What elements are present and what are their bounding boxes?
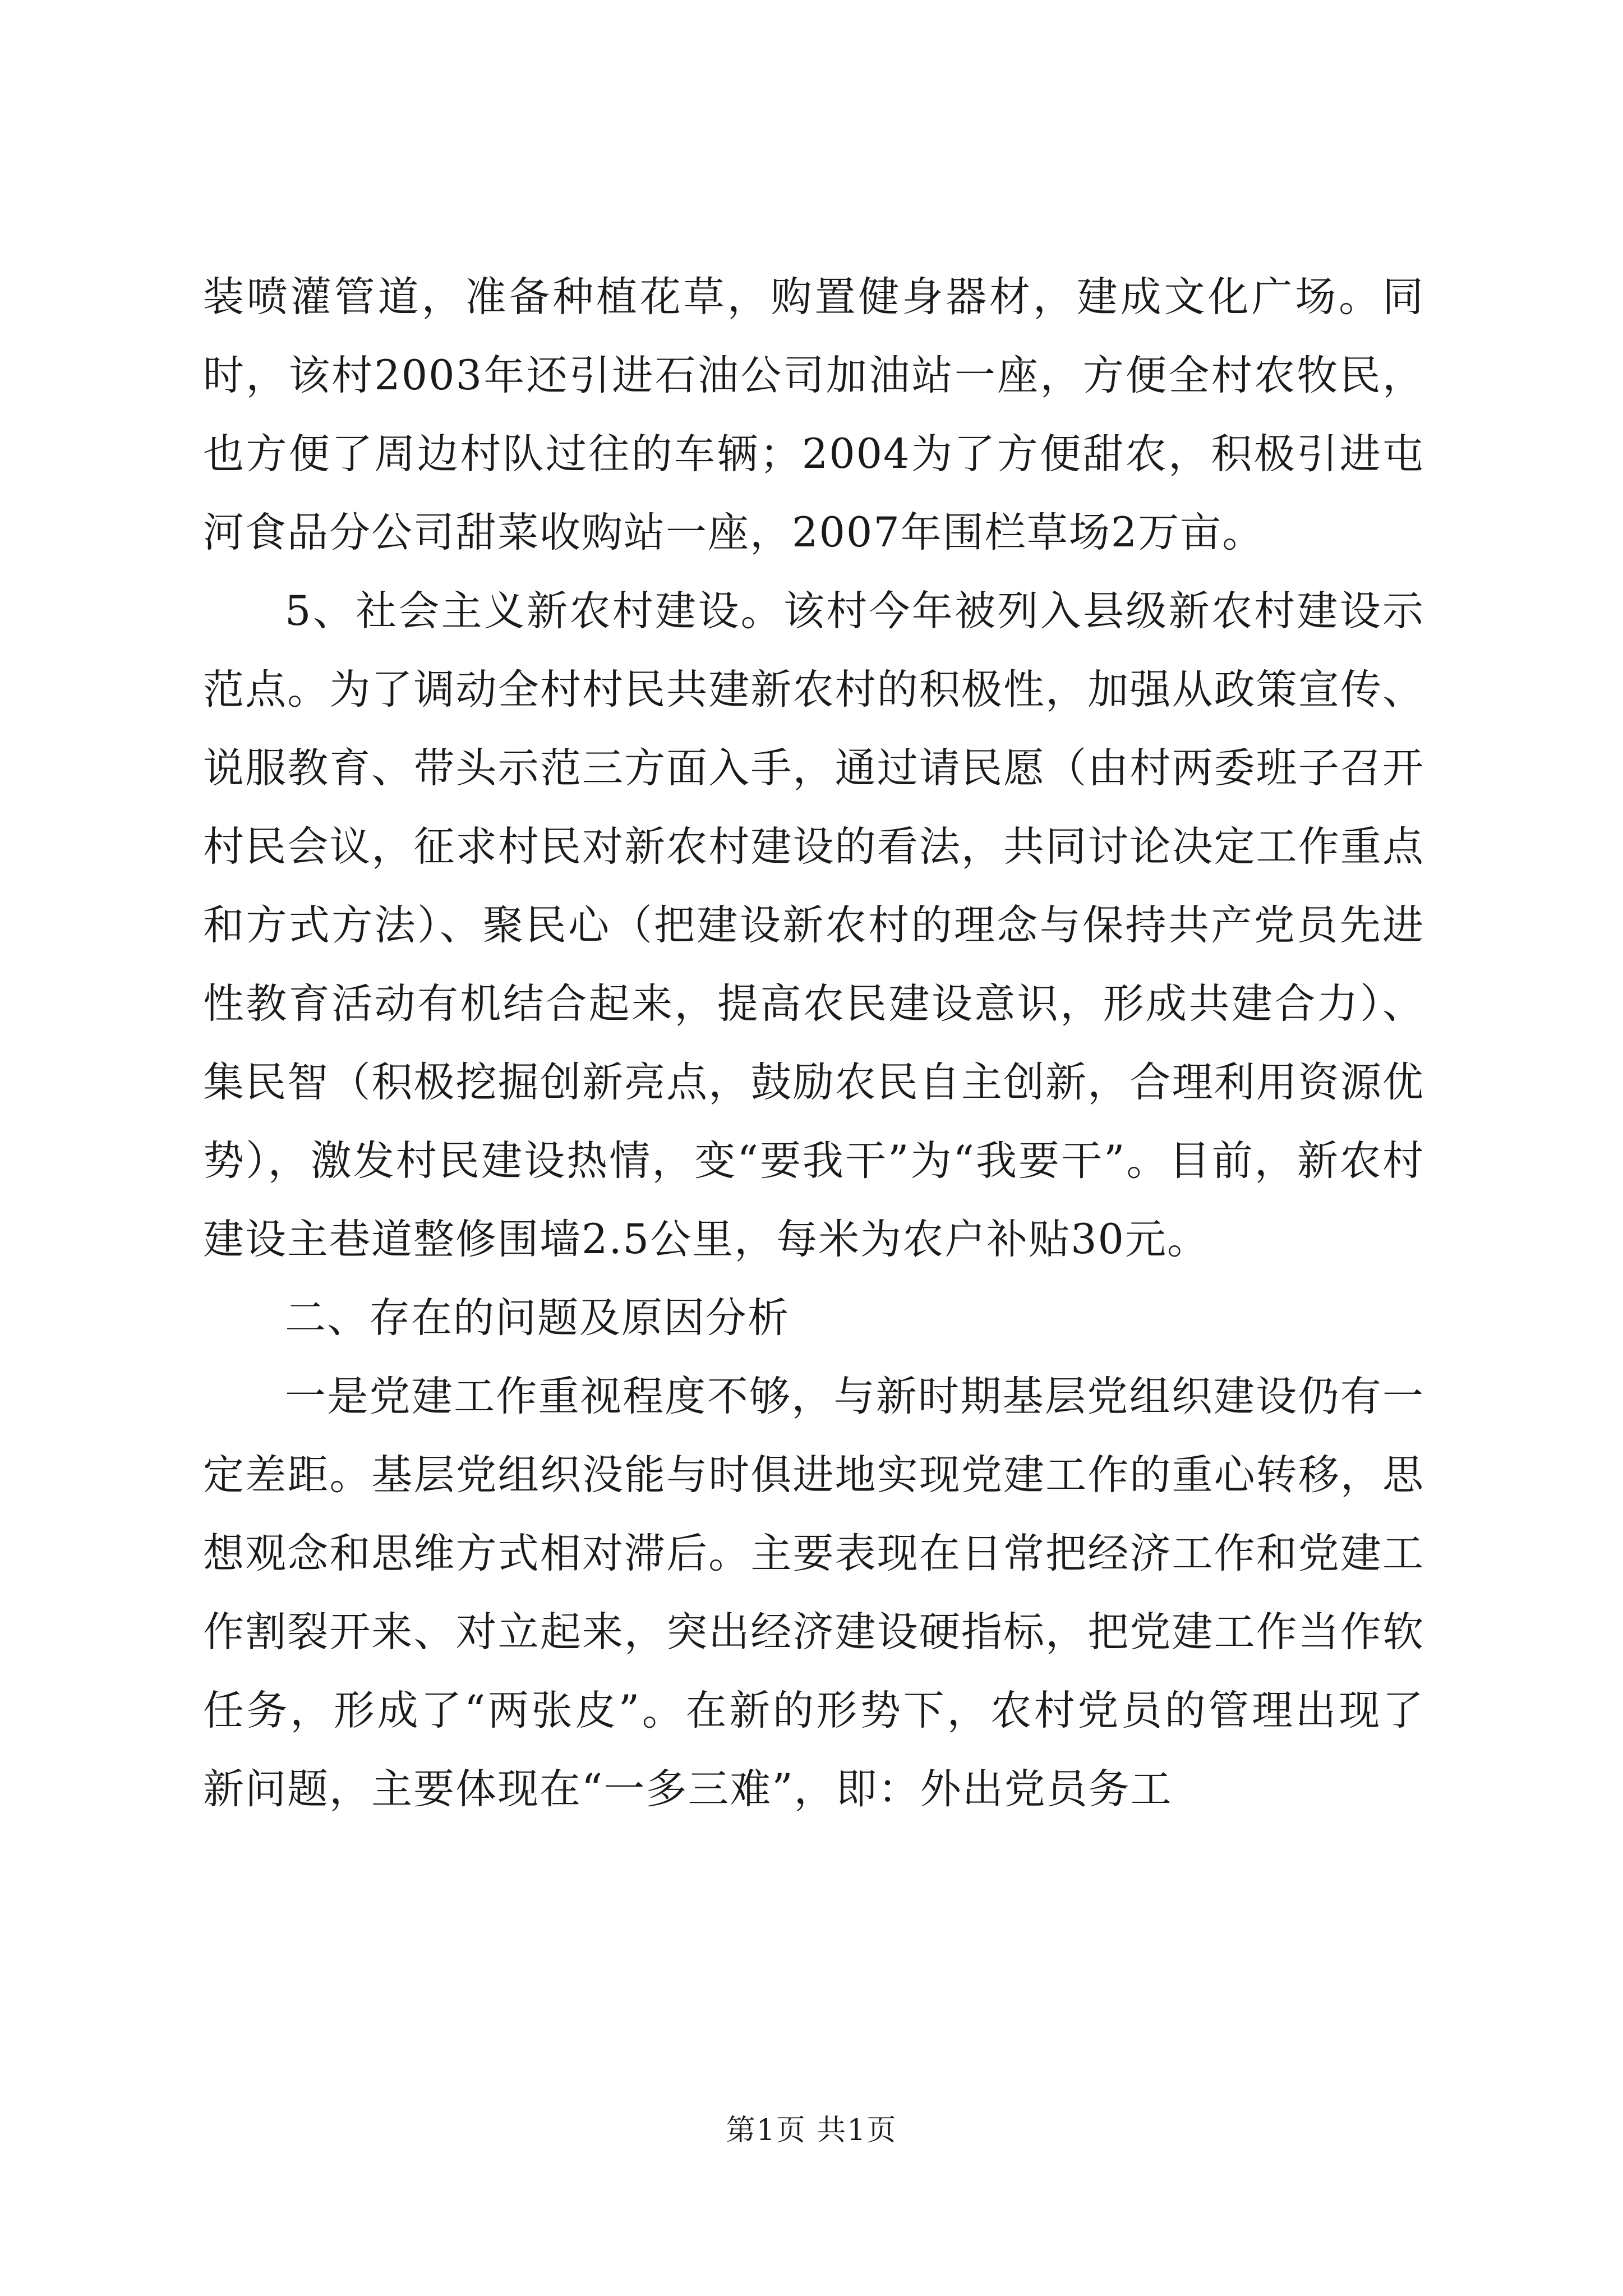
page-footer: 第1页 共1页 xyxy=(726,2114,897,2147)
document-body xyxy=(203,258,1424,1829)
paragraph-1: 装喷灌管道，准备种植花草，购置健身器材，建成文化广场。同时，该村2003年还引进石油公司加油站一座，方便全村农牧民，也方便了周边村队过往的车辆；2004为了方便甜农，积极引进屯河食品分公司甜菜收购站一座，2007年围栏草场2万亩。 xyxy=(203,273,1424,556)
paragraph-2: 5、社会主义新农村建设。该村今年被列入县级新农村建设示范点。为了调动全村村民共建新农村的积极性，加强从政策宣传、说服教育、带头示范三方面入手，通过请民愿（由村两委班子召开村民会议，征求村民对新农村建设的看法，共同讨论决定工作重点和方式方法）、聚民心（把建设新农村的理念与保持共产党员先进性教育活动有机结合起来，提高农民建设意识，形成共建合力）、集民智（积极挖掘创新亮点，鼓励农民自主创新，合理利用资源优势），激发村民建设热情，变“要我干”为“我要干”。目前，新农村建设主巷道整修围墙2.5公里，每米为农户补贴30元。 xyxy=(203,587,1424,1263)
paragraph-3: 一是党建工作重视程度不够，与新时期基层党组织建设仍有一定差距。基层党组织没能与时俱进地实现党建工作的重心转移，思想观念和思维方式相对滞后。主要表现在日常把经济工作和党建工作割裂开来、对立起来，突出经济建设硬指标，把党建工作当作软任务，形成了“两张皮”。在新的形势下，农村党员的管理出现了新问题，主要体现在“一多三难”，即：外出党员务工 xyxy=(203,1373,1424,1813)
section-heading: 二、存在的问题及原因分析 xyxy=(285,1294,790,1342)
